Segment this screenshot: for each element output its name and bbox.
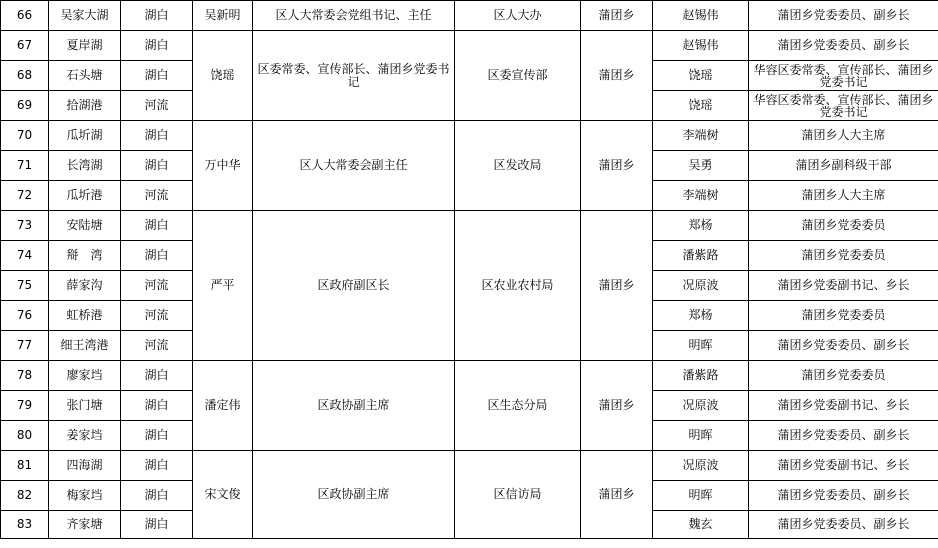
row-number: 76 [1, 301, 49, 331]
township-leader-title: 蒲团乡党委副书记、乡长 [749, 451, 938, 481]
water-body-name: 长湾湖 [49, 151, 121, 181]
district-leader-title: 区政府副区长 [253, 211, 455, 361]
water-body-name: 石头塘 [49, 61, 121, 91]
row-number: 66 [1, 1, 49, 31]
water-body-name: 安陆塘 [49, 211, 121, 241]
township-leader: 潘紫路 [653, 241, 749, 271]
water-body-name: 搿 湾 [49, 241, 121, 271]
township-leader-title: 蒲团乡党委委员 [749, 211, 938, 241]
table-row [1, 361, 938, 391]
contact-unit: 区生态分局 [455, 361, 581, 451]
township-leader: 况原波 [653, 451, 749, 481]
township-leader: 李端树 [653, 121, 749, 151]
township-leader: 吴勇 [653, 151, 749, 181]
row-number: 71 [1, 151, 49, 181]
district-leader-title: 区人大常委会副主任 [253, 121, 455, 211]
township-leader: 郑杨 [653, 301, 749, 331]
water-body-name: 齐家塘 [49, 511, 121, 539]
row-number: 82 [1, 481, 49, 511]
water-body-type: 湖白 [121, 121, 193, 151]
township-leader-title: 蒲团乡人大主席 [749, 121, 938, 151]
township-leader: 明晖 [653, 481, 749, 511]
row-number: 69 [1, 91, 49, 121]
water-body-type: 湖白 [121, 391, 193, 421]
township-leader-title: 蒲团乡党委副书记、乡长 [749, 391, 938, 421]
district-leader: 万中华 [193, 121, 253, 211]
township-leader-title: 蒲团乡党委委员 [749, 241, 938, 271]
township-leader: 赵锡伟 [653, 1, 749, 31]
district-leader-title: 区政协副主席 [253, 361, 455, 451]
township-leader: 饶瑶 [653, 61, 749, 91]
township-leader: 明晖 [653, 331, 749, 361]
township-leader: 饶瑶 [653, 91, 749, 121]
contact-unit: 区农业农村局 [455, 211, 581, 361]
township-leader-title: 蒲团乡党委委员、副乡长 [749, 481, 938, 511]
row-number: 68 [1, 61, 49, 91]
district-leader-title-text: 区委常委、宣传部长、蒲团乡党委书记 [257, 61, 450, 89]
township-leader-title: 华容区委常委、宣传部长、蒲团乡党委书记 [749, 91, 938, 121]
water-body-type: 湖白 [121, 31, 193, 61]
row-number: 83 [1, 511, 49, 539]
table-row [1, 121, 938, 151]
district-leader-title: 区政协副主席 [253, 451, 455, 539]
district-leader-title [253, 31, 455, 121]
township-leader: 赵锡伟 [653, 31, 749, 61]
township-leader-title: 蒲团乡副科级干部 [749, 151, 938, 181]
township-leader: 况原波 [653, 391, 749, 421]
contact-unit: 区委宣传部 [455, 31, 581, 121]
water-body-type: 湖白 [121, 1, 193, 31]
township-leader-title: 蒲团乡党委委员、副乡长 [749, 331, 938, 361]
district-leader: 宋文俊 [193, 451, 253, 539]
row-number: 75 [1, 271, 49, 301]
row-number: 80 [1, 421, 49, 451]
township-leader: 潘紫路 [653, 361, 749, 391]
water-body-type: 河流 [121, 181, 193, 211]
table-row [1, 211, 938, 241]
contact-unit: 区信访局 [455, 451, 581, 539]
water-body-name: 拾湖港 [49, 91, 121, 121]
water-body-name: 梅家垱 [49, 481, 121, 511]
water-body-name: 张门塘 [49, 391, 121, 421]
row-number: 74 [1, 241, 49, 271]
row-number: 77 [1, 331, 49, 361]
township-leader: 李端树 [653, 181, 749, 211]
township-leader: 明晖 [653, 421, 749, 451]
water-body-type: 河流 [121, 331, 193, 361]
township-leader-title: 蒲团乡党委副书记、乡长 [749, 271, 938, 301]
district-leader-title: 区人大常委会党组书记、主任 [253, 1, 455, 31]
contact-unit: 区发改局 [455, 121, 581, 211]
water-body-name: 吴家大湖 [49, 1, 121, 31]
water-body-type: 湖白 [121, 61, 193, 91]
water-body-name: 薛家沟 [49, 271, 121, 301]
township: 蒲团乡 [581, 121, 653, 211]
water-body-name: 瓜圻港 [49, 181, 121, 211]
township-leader-title: 蒲团乡党委委员 [749, 361, 938, 391]
table-row [1, 451, 938, 481]
water-body-type: 湖白 [121, 361, 193, 391]
table-row [1, 31, 938, 61]
water-body-type: 河流 [121, 271, 193, 301]
water-body-type: 湖白 [121, 511, 193, 539]
row-number: 78 [1, 361, 49, 391]
water-body-type: 湖白 [121, 421, 193, 451]
row-number: 67 [1, 31, 49, 61]
township: 蒲团乡 [581, 1, 653, 31]
district-leader: 饶瑶 [193, 31, 253, 121]
water-body-type: 湖白 [121, 481, 193, 511]
township-leader-title: 蒲团乡党委委员、副乡长 [749, 31, 938, 61]
row-number: 72 [1, 181, 49, 211]
township-leader: 郑杨 [653, 211, 749, 241]
water-body-name: 廖家垱 [49, 361, 121, 391]
water-body-name: 夏岸湖 [49, 31, 121, 61]
water-body-name: 虹桥港 [49, 301, 121, 331]
township: 蒲团乡 [581, 361, 653, 451]
township-leader-title: 华容区委常委、宣传部长、蒲团乡党委书记 [749, 61, 938, 91]
water-body-name: 细王湾港 [49, 331, 121, 361]
row-number: 81 [1, 451, 49, 481]
township-leader-title: 蒲团乡党委委员 [749, 301, 938, 331]
water-body-name: 瓜圻湖 [49, 121, 121, 151]
water-body-name: 四海湖 [49, 451, 121, 481]
water-body-type: 湖白 [121, 211, 193, 241]
table-row [1, 1, 938, 31]
water-body-type: 河流 [121, 301, 193, 331]
water-body-type: 湖白 [121, 241, 193, 271]
township-leader: 魏玄 [653, 511, 749, 539]
row-number: 70 [1, 121, 49, 151]
contact-unit: 区人大办 [455, 1, 581, 31]
water-body-type: 湖白 [121, 451, 193, 481]
district-leader: 吴新明 [193, 1, 253, 31]
district-leader: 潘定伟 [193, 361, 253, 451]
water-body-type: 河流 [121, 91, 193, 121]
row-number: 73 [1, 211, 49, 241]
row-number: 79 [1, 391, 49, 421]
township-leader-title: 蒲团乡党委委员、副乡长 [749, 1, 938, 31]
water-body-type: 湖白 [121, 151, 193, 181]
township: 蒲团乡 [581, 31, 653, 121]
water-body-name: 姜家垱 [49, 421, 121, 451]
district-leader: 严平 [193, 211, 253, 361]
township-leader-title: 蒲团乡党委委员、副乡长 [749, 511, 938, 539]
township: 蒲团乡 [581, 451, 653, 539]
township-leader-title: 蒲团乡人大主席 [749, 181, 938, 211]
township: 蒲团乡 [581, 211, 653, 361]
township-leader-title: 蒲团乡党委委员、副乡长 [749, 421, 938, 451]
township-leader: 况原波 [653, 271, 749, 301]
